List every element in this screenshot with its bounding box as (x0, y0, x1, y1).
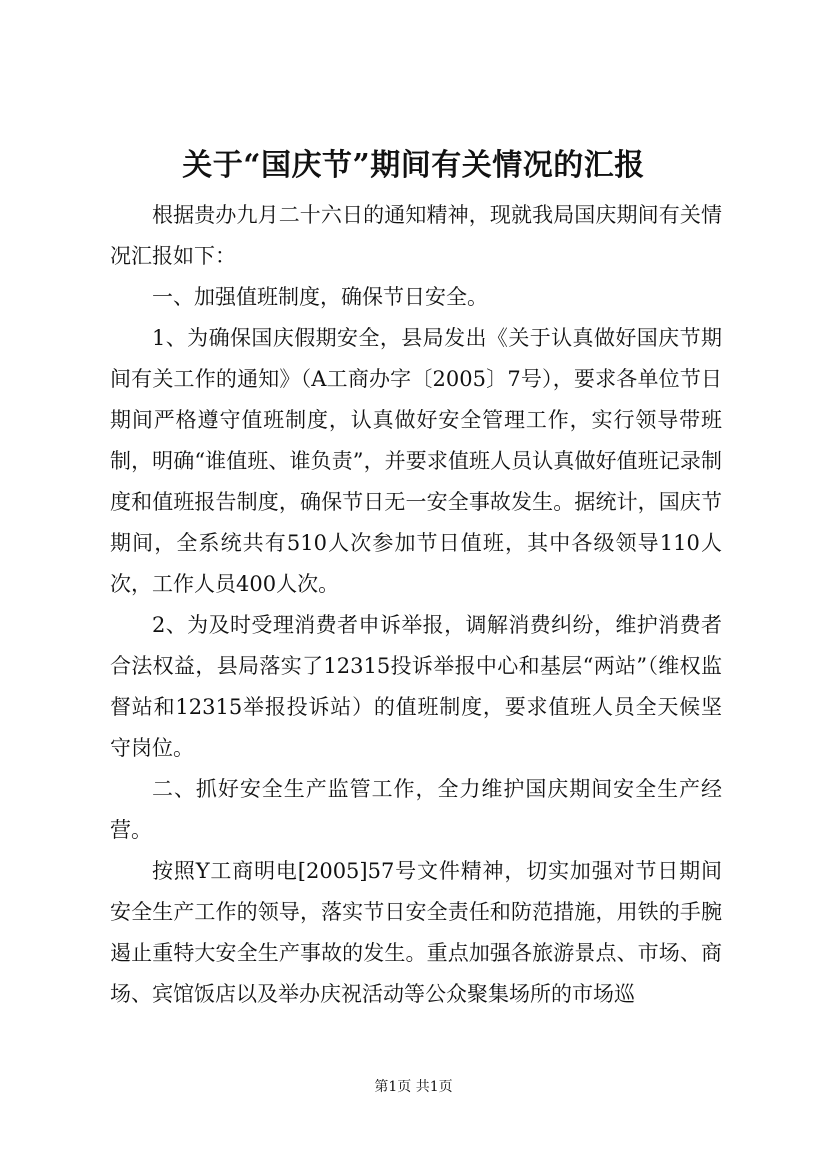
section-heading-safety: 二、抓好安全生产监管工作，全力维护国庆期间安全生产经营。 (110, 777, 722, 842)
paragraph-item-2: 2、为及时受理消费者申诉举报，调解消费纠纷，维护消费者合法权益，县局落实了12315投诉举报中心和基层“两站”（维权监督站和12315举报投诉站）的值班制度，要求值班人员全天候坚守岗位。 (110, 613, 722, 760)
paragraph-intro: 根据贵办九月二十六日的通知精神，现就我局国庆期间有关情况汇报如下： (110, 203, 722, 268)
paragraph-safety: 按照Y工商明电[2005]57号文件精神，切实加强对节日期间安全生产工作的领导，落实节日安全责任和防范措施，用铁的手腕遏止重特大安全生产事故的发生。重点加强各旅游景点、市场、商场、宾馆饭店以及举办庆祝活动等公众聚集场所的市场巡 (110, 859, 722, 1006)
document-title: 关于“国庆节”期间有关情况的汇报 (182, 148, 645, 183)
paragraph-item-1: 1、为确保国庆假期安全，县局发出《关于认真做好国庆节期间有关工作的通知》（A工商办字〔2005〕7号），要求各单位节日期间严格遵守值班制度，认真做好安全管理工作，实行领导带班制，明确“谁值班、谁负责”，并要求值班人员认真做好值班记录制度和值班报告制度，确保节日无一安全事故发生。据统计，国庆节期间，全系统共有510人次参加节日值班，其中各级领导110人次，工作人员400人次。 (110, 326, 722, 596)
document-body (110, 195, 722, 1015)
page-number-footer: 第1页 共1页 (374, 1079, 453, 1095)
section-heading-duty: 一、加强值班制度，确保节日安全。 (152, 285, 488, 309)
